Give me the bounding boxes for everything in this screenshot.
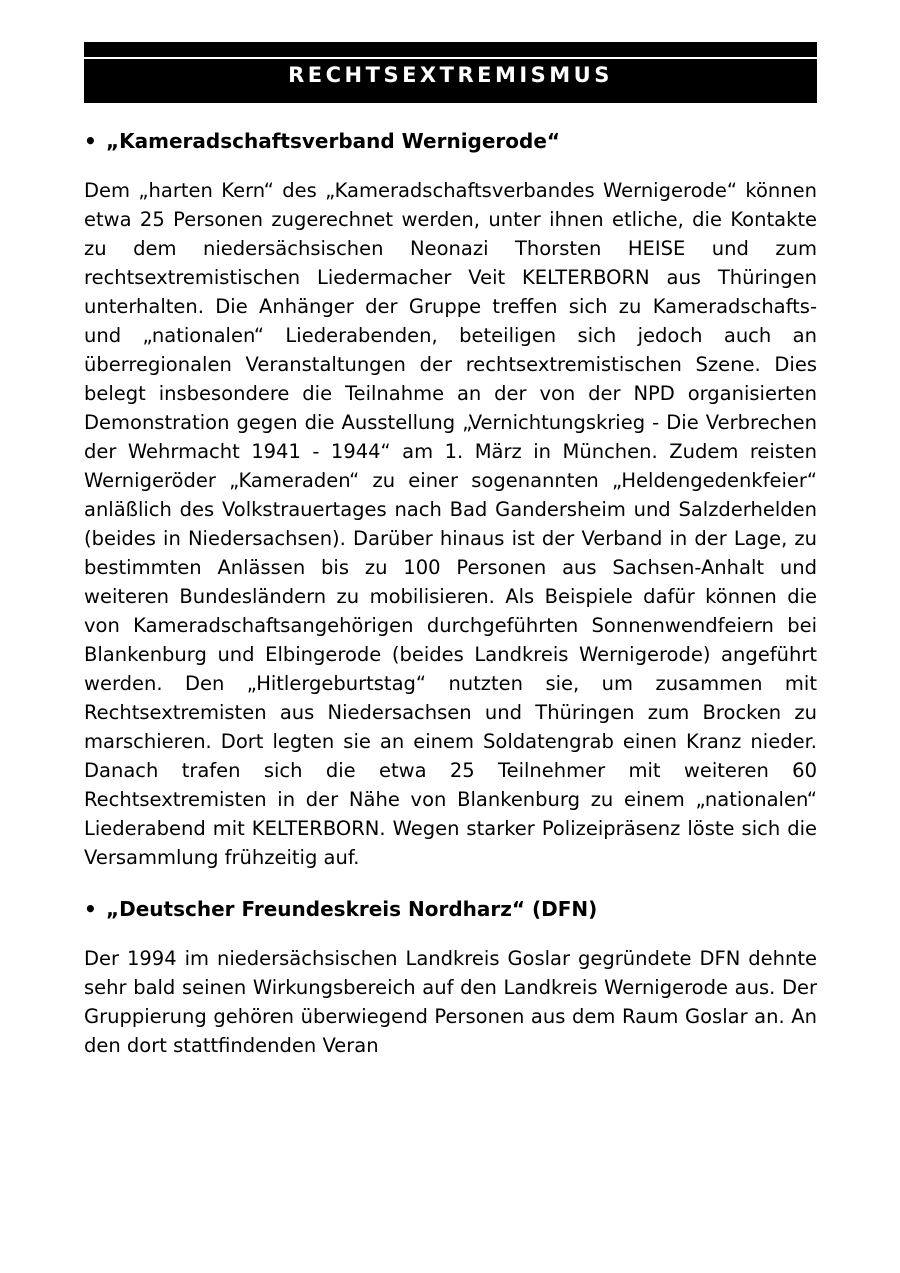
page-header-banner	[84, 42, 817, 103]
section-heading-text: „Kameradschaftsverband Wernigerode“	[106, 129, 561, 153]
section-heading-text: „Deutscher Freundeskreis Nordharz“ (DFN)	[106, 897, 598, 921]
section-heading-dfn	[84, 896, 817, 922]
bullet-icon: •	[84, 897, 97, 921]
page-title: RECHTSEXTREMISMUS	[288, 63, 613, 87]
document-page	[84, 42, 817, 1060]
header-divider-line	[84, 57, 817, 59]
bullet-icon: •	[84, 129, 97, 153]
section-body-kameradschaftsverband: Dem „harten Kern“ des „Kameradschaftsverbandes Wernigerode“ können etwa 25 Personen zugerechnet werden, unter ihnen etliche, die Kontakte zu dem niedersächsischen Neonazi Thorsten HEISE und zum rechtsextremistischen Liedermacher Veit KELTERBORN aus Thüringen unterhalten. Die Anhänger der Gruppe treffen sich zu Kameradschafts- und „nationalen“ Liederabenden, beteiligen sich jedoch auch an überregionalen Veranstaltungen der rechtsextremistischen Szene. Dies belegt insbesondere die Teilnahme an der von der NPD organisierten Demonstration gegen die Ausstellung „Vernichtungskrieg - Die Verbrechen der Wehrmacht 1941 - 1944“ am 1. März in München. Zudem reisten Wernigeröder „Kameraden“ zu einer sogenannten „Heldengedenkfeier“ anläßlich des Volkstrauertages nach Bad Gandersheim und Salzderhelden (beides in Niedersachsen). Darüber hinaus ist der Verband in der Lage, zu bestimmten Anlässen bis zu 100 Personen aus Sachsen-Anhalt und weiteren Bundesländern zu mobilisieren. Als Beispiele dafür können die von Kameradschaftsangehörigen durchgeführten Sonnenwendfeiern bei Blankenburg und Elbingerode (beides Landkreis Wernigerode) angeführt werden. Den „Hitlergeburtstag“ nutzten sie, um zusammen mit Rechtsextremisten aus Niedersachsen und Thüringen zum Brocken zu marschieren. Dort legten sie an einem Soldatengrab einen Kranz nieder. Danach trafen sich die etwa 25 Teilnehmer mit weiteren 60 Rechtsextremisten in der Nähe von Blankenburg zu einem „nationalen“ Liederabend mit KELTERBORN. Wegen starker Polizeipräsenz löste sich die Versammlung frühzeitig auf.	[84, 179, 817, 869]
section-body-dfn: Der 1994 im niedersächsischen Landkreis Goslar gegründete DFN dehnte sehr bald seinen Wirkungsbereich auf den Landkreis Wernigerode aus. Der Gruppierung gehören überwiegend Personen aus dem Raum Goslar an. An den dort stattfindenden Veran	[84, 947, 817, 1057]
section-heading-kameradschaftsverband	[84, 128, 817, 154]
